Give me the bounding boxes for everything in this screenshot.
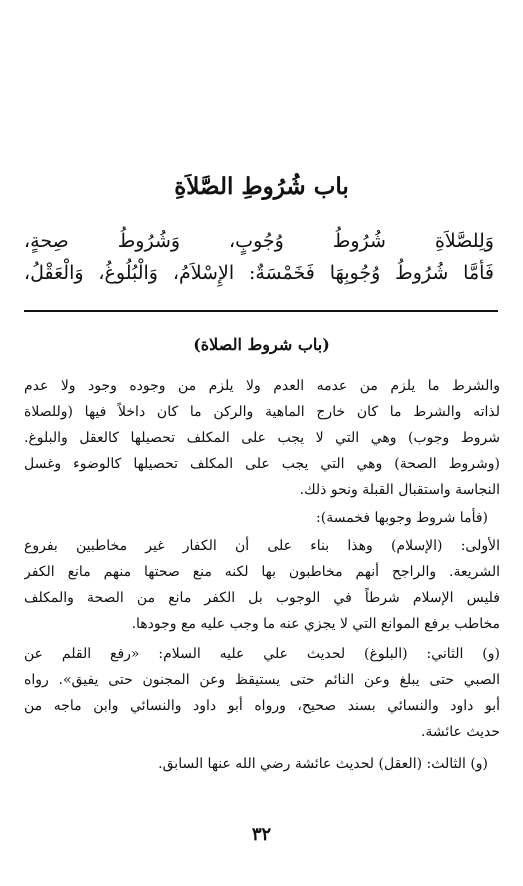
chapter-title: باب شُرُوطِ الصَّلاَةِ xyxy=(174,173,349,200)
commentary-line: أبو داود والنسائي بسند صحيح، ورواه أبو داود والنسائي وابن ماجه من xyxy=(24,698,500,714)
commentary-line: (و) الثاني: (البلوغ) لحديث علي عليه السلام: «رفع القلم عن xyxy=(24,646,500,662)
commentary-line: مخاطب برفع الموانع التي لا يجزي عنه ما وجب عليه مع وجودها. xyxy=(131,616,500,632)
commentary-line: النجاسة واستقبال القبلة ونحو ذلك. xyxy=(299,482,500,498)
commentary-title: (باب شروط الصلاة) xyxy=(193,335,330,354)
commentary-line: لذاته والشرط ما كان خارج الماهية والركن ما كان داخلاً فيها (وللصلاة xyxy=(24,404,500,420)
page-number: ٣٢ xyxy=(251,824,272,845)
section-divider xyxy=(24,310,498,312)
matn-line: فَأَمَّا شُرُوطُ وُجُوبِهَا فَخَمْسَةٌ: الإِسْلاَمُ، وَالْبُلُوغُ، وَالْعَقْلُ، xyxy=(24,262,494,284)
commentary-line: والشرط ما يلزم من عدمه العدم ولا يلزم من وجوده وجود ولا عدم xyxy=(24,378,500,394)
commentary-line: شروط وجوب) وهي التي لا يجب على المكلف تحصيلها كالعقل والبلوغ. xyxy=(24,430,500,446)
commentary-line: (و) الثالث: (العقل) لحديث عائشة رضي الله عنها السابق. xyxy=(158,756,488,772)
commentary-line: الأولى: (الإسلام) وهذا بناء على أن الكفار غير مخاطبين بفروع xyxy=(24,538,500,554)
commentary-line: حديث عائشة. xyxy=(420,724,500,740)
commentary-line: فليس الإسلام شرطاً في الوجوب بل الكفر مانع من الصحة والمكلف xyxy=(24,590,500,606)
matn-line: وَلِلصَّلاَةِ شُرُوطُ وُجُوبٍ، وَشُرُوطُ صِحةٍ، xyxy=(24,230,494,252)
commentary-line: (فأما شروط وجوبها فخمسة): xyxy=(316,510,488,526)
commentary-line: الصبي حتى يبلغ وعن النائم حتى يستيقظ وعن المجنون حتى يفيق». رواه xyxy=(24,672,500,688)
commentary-line: (وشروط الصحة) وهي التي يجب على المكلف تحصيلها كالوضوء وغسل xyxy=(24,456,500,472)
commentary-line: الشريعة. والراجح أنهم مخاطبون بها لكنه منع صحتها منهم مانع الكفر xyxy=(24,564,500,580)
